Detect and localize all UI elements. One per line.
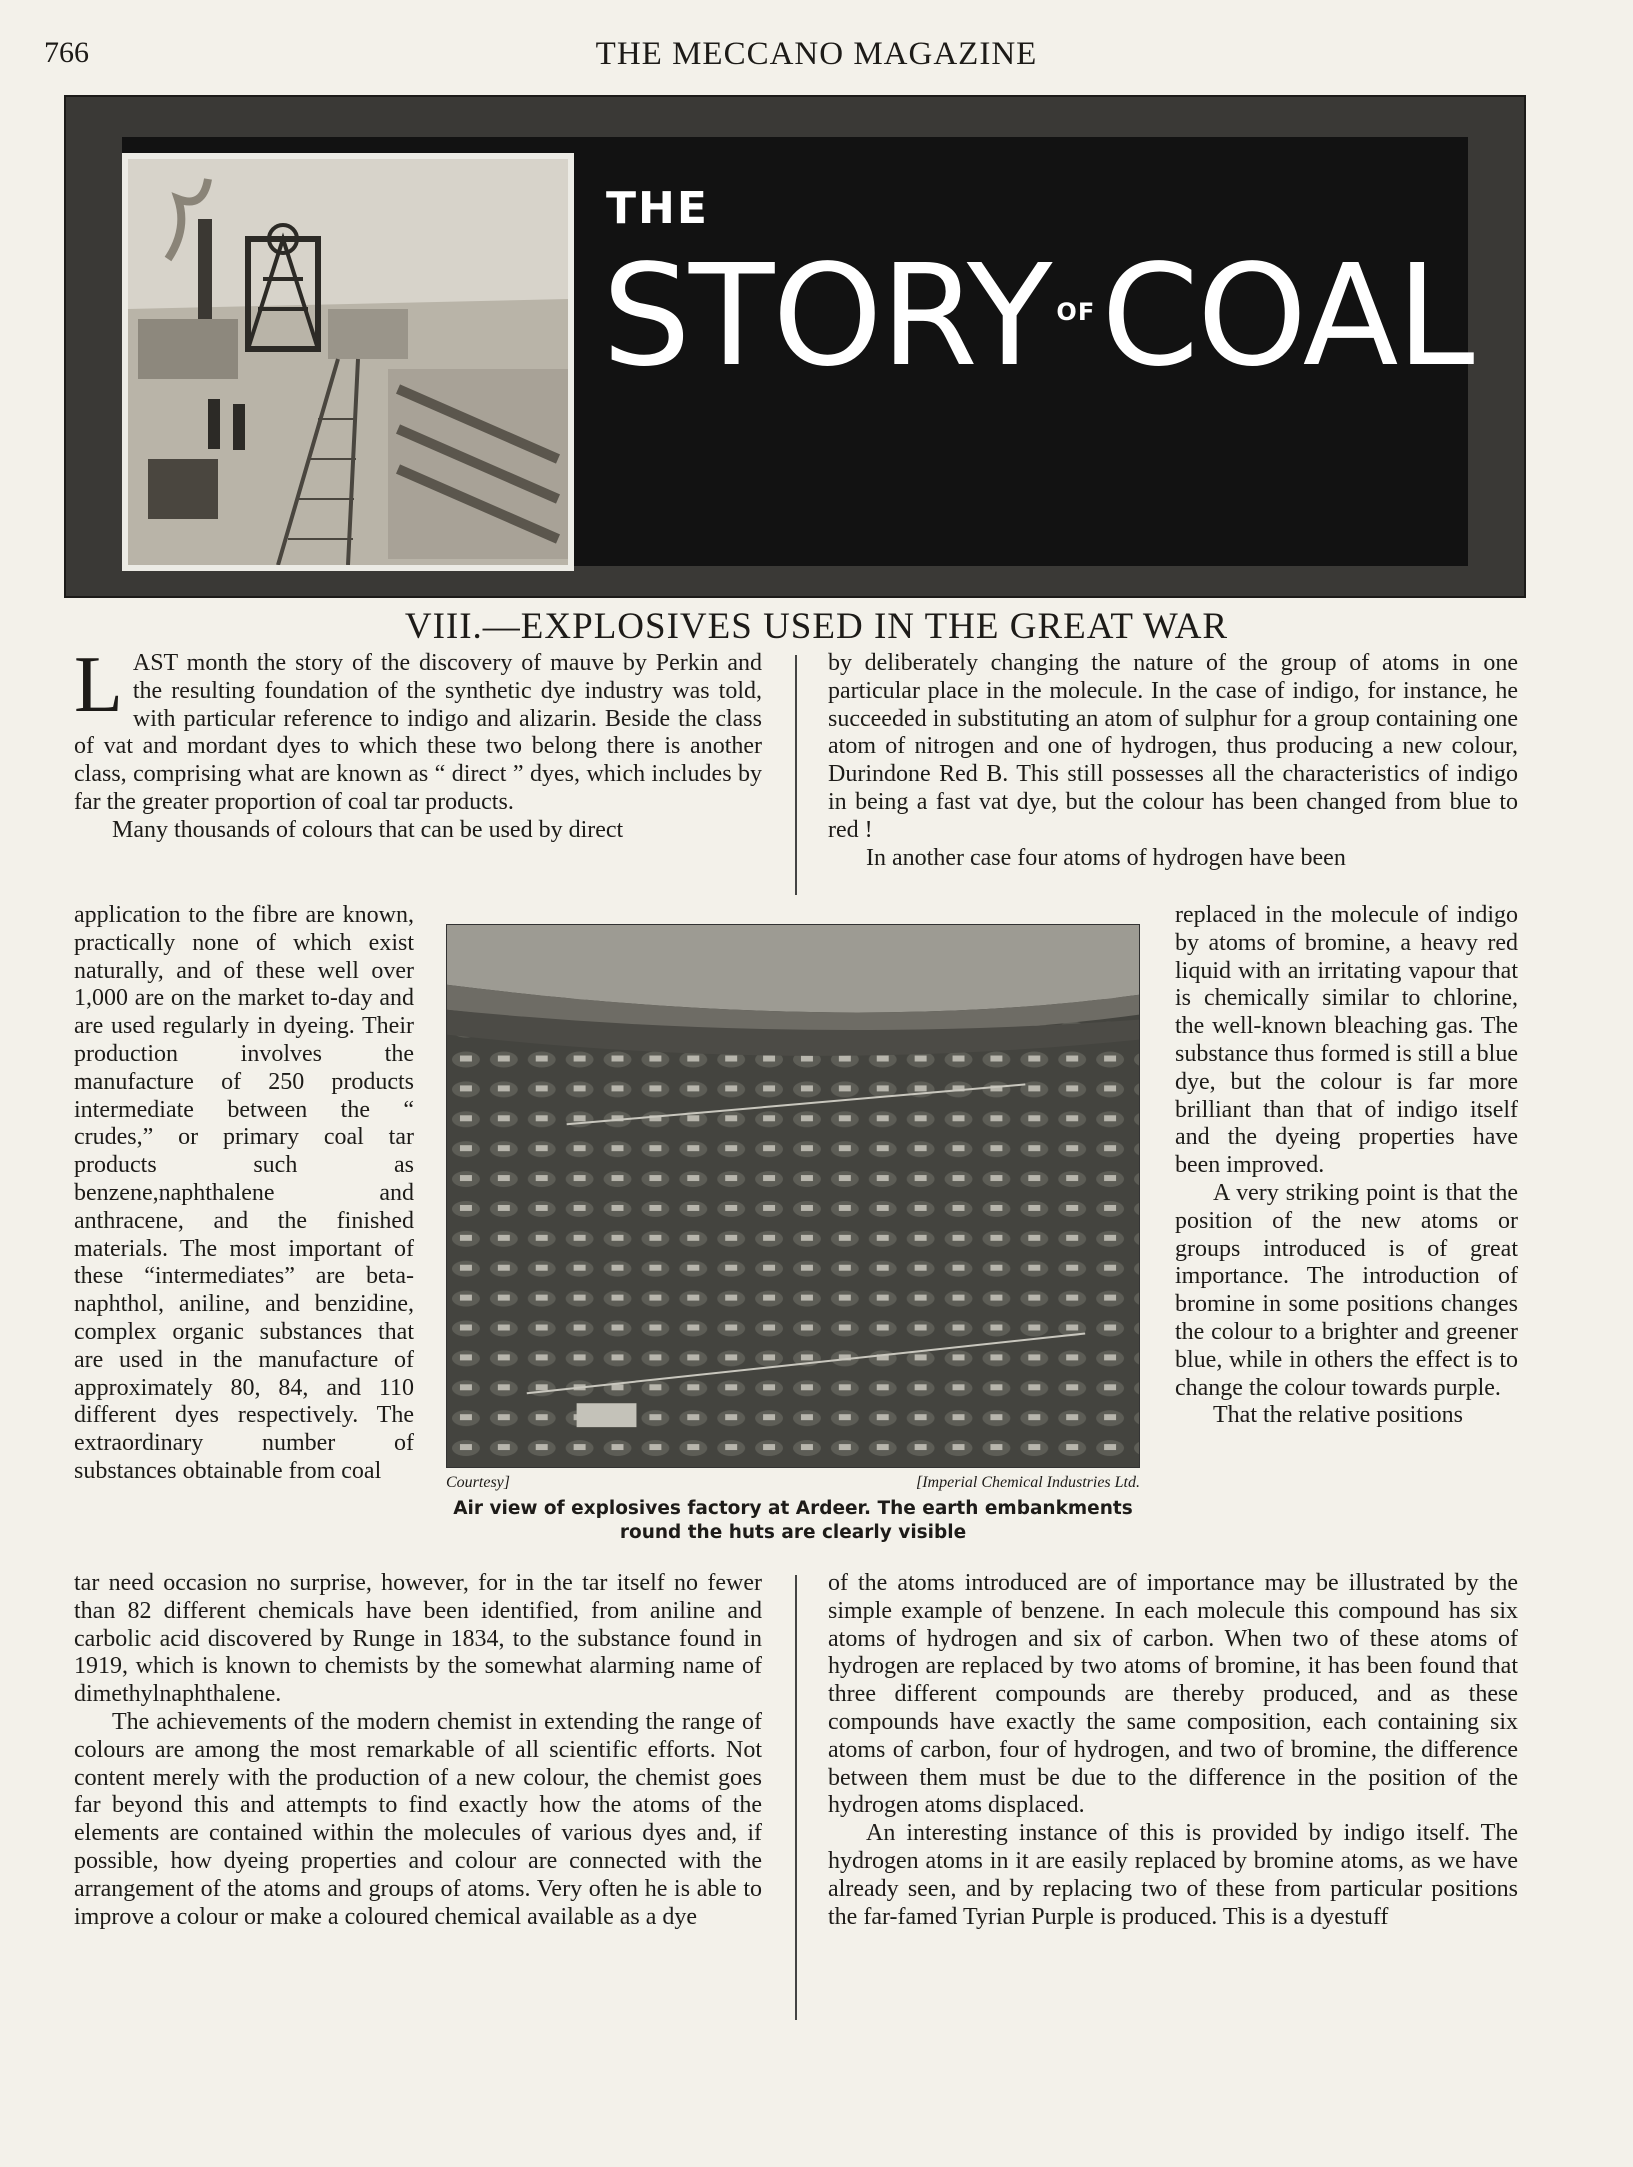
drop-cap: L (74, 641, 123, 729)
article-section-title: VIII.—EXPLOSIVES USED IN THE GREAT WAR (404, 606, 1229, 647)
masthead-banner (64, 95, 1526, 598)
aerial-photo-image (447, 925, 1139, 1467)
paragraph: The achievements of the modern chemist in extending the range of colours are among the most remarkable of all scientific efforts. Not content merely with the production of a new colour, the chemist goes far beyond this and attempts to find exactly how the atoms of the elements are contained within the molecules of various dyes and, if possible, how dyeing properties and colour are connected with the arrangement of the atoms and groups of atoms. Very often he is able to improve a colour or make a coloured chemical available as a dye (74, 1708, 762, 1930)
paragraph (74, 641, 762, 817)
colliery-drawing (128, 159, 568, 565)
running-title: THE MECCANO MAGAZINE (595, 36, 1038, 72)
title-of: OF (1056, 298, 1096, 326)
paragraph: of the atoms introduced are of importance may be illustrated by the simple example of benzene. In each molecule this compound has six atoms of hydrogen and six of carbon. When two of these atoms of hydrogen are replaced by two atoms of bromine, it has been found that three different compounds are thereby produced, and as these compounds have exactly the same composition, each containing six atoms of carbon, four of hydrogen, and two of bromine, the difference between them must be due to the difference in the position of the hydrogen atoms displaced. (828, 1570, 1518, 1819)
photo-credit-source: [Imperial Chemical Industries Ltd. (916, 1474, 1140, 1491)
page-number: 766 (44, 36, 89, 69)
paragraph: A very striking point is that the position of the new atoms or groups introduced is of great importance. The introduction of bromine in some positions changes the colour to a brighter and greener blue, while in others the effect is to change the colour towards purple. (1175, 1179, 1518, 1401)
paragraph: replaced in the molecule of indigo by atoms of bromine, a heavy red liquid with an irritating vapour that is chemically similar to chlorine, the well-known bleaching gas. The substance thus formed is still a blue dye, but the colour is far more brilliant than that of indigo itself and the dyeing properties have been improved. (1175, 902, 1518, 1179)
title-coal: COAL (1101, 235, 1473, 398)
colliery-illustration (122, 153, 574, 571)
column-rule-bottom (795, 1575, 797, 2020)
paragraph: Many thousands of colours that can be used by direct (112, 816, 624, 843)
column-rule-top (795, 655, 797, 895)
photo-credit-courtesy: Courtesy] (446, 1474, 510, 1491)
left-column-narrow (74, 902, 414, 1486)
left-column-bottom (74, 1570, 762, 1931)
paragraph-text: AST month the story of the discovery of mauve by Perkin and the resulting foundation of the synthetic dye industry was told, with particular reference to indigo and alizarin. Beside the class of vat and mordant dyes to which these two belong there is another class, comprising what are known as “ direct ” dyes, which includes by far the greater proportion of coal tar products. (74, 650, 762, 815)
left-column-top (74, 641, 762, 845)
photo-caption: Air view of explosives factory at Ardeer. The earth embankments round the huts are clearly visible (453, 1498, 1133, 1543)
title-story: STORY (602, 235, 1051, 398)
title-story-of-coal (602, 235, 1473, 398)
paragraph: An interesting instance of this is provided by indigo itself. The hydrogen atoms in it are easily replaced by bromine atoms, as we have already seen, and by replacing two of these from particular positions the far-famed Tyrian Purple is produced. This is a dyestuff (828, 1820, 1518, 1930)
right-column-top (828, 650, 1518, 872)
right-column-narrow (1175, 902, 1518, 1430)
aerial-photo (446, 924, 1140, 1468)
right-column-bottom (828, 1570, 1518, 1931)
paragraph: In another case four atoms of hydrogen have been (866, 844, 1346, 871)
paragraph: That the relative positions (1213, 1402, 1463, 1429)
paragraph: tar need occasion no surprise, however, for in the tar itself no fewer than 82 different chemicals have been identified, from aniline and carbolic acid discovered by Runge in 1834, to the substance found in 1919, which is known to chemists by the somewhat alarming name of dimethylnaphthalene. (74, 1570, 762, 1708)
title-the: THE (606, 183, 709, 234)
paragraph: by deliberately changing the nature of the group of atoms in one particular place in the molecule. In the case of indigo, for instance, he succeeded in substituting an atom of sulphur for a group containing one atom of nitrogen and one of hydrogen, thus producing a new colour, Durindone Red B. This still possesses all the characteristics of indigo in being a fast vat dye, but the colour has been changed from blue to red ! (828, 650, 1518, 843)
paragraph: application to the fibre are known, practically none of which exist naturally, and of these well over 1,000 are on the market to-day and are used regularly in dyeing. Their production involves the manufacture of 250 products intermediate between the “ crudes,” or primary coal tar products such as benzene,naphthalene and anthracene, and the finished materials. The most important of these “intermediates” are beta-naphthol, aniline, and benzidine, complex organic substances that are used in the manufacture of approximately 80, 84, and 110 different dyes respectively. The extraordinary number of substances obtainable from coal (74, 902, 414, 1484)
